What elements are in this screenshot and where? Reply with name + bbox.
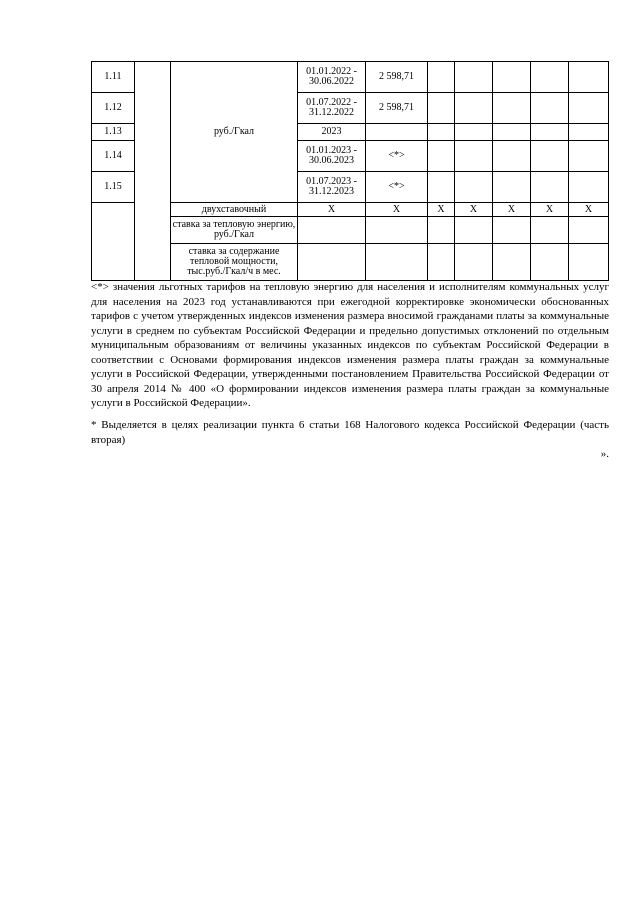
heat-rate-label: ставка за тепловую энергию, руб./Гкал: [171, 217, 298, 244]
tariff-table: [91, 61, 609, 281]
period-cell: 01.01.2022 - 30.06.2022: [298, 62, 366, 93]
x-mark: X: [298, 203, 366, 217]
row-number: 1.11: [92, 62, 135, 93]
year-cell: 2023: [298, 124, 366, 141]
x-mark: X: [455, 203, 493, 217]
x-mark: X: [366, 203, 428, 217]
value-cell: <*>: [366, 141, 428, 172]
two-part-label: двухставочный: [171, 203, 298, 217]
unit-cell: руб./Гкал: [171, 62, 298, 203]
value-cell: 2 598,71: [366, 93, 428, 124]
table-row: [92, 62, 609, 93]
value-cell: 2 598,71: [366, 62, 428, 93]
x-mark: X: [493, 203, 531, 217]
x-mark: X: [531, 203, 569, 217]
row-number: [92, 203, 135, 281]
period-cell: 01.07.2022 - 31.12.2022: [298, 93, 366, 124]
x-mark: X: [569, 203, 609, 217]
period-cell: 01.01.2023 - 30.06.2023: [298, 141, 366, 172]
x-mark: X: [428, 203, 455, 217]
blank-column-cell: [135, 62, 171, 281]
asterisk-footnote: <*> значения льготных тарифов на тепловую энергию для населения и исполнителям коммунальных услуг для населения на 2023 год устанавливаются при ежегодной корректировке экономически обоснованных тарифов с учетом утвержденных индексов изменения размера вносимой гражданами платы за коммунальные услуги в среднем по субъектам Российской Федерации и предельно допустимых отклонений по отдельным муниципальным образованиям от величины указанных индексов по субъектам Российской Федерации в соответствии с Основами формирования индексов изменения размера платы граждан за коммунальные услуги в Российской Федерации, утвержденными постановлением Правительства Российской Федерации от 30 апреля 2014 № 400 «О формировании индексов изменения размера платы граждан за коммунальные услуги в Российской Федерации».: [91, 281, 609, 409]
capacity-rate-label: ставка за содержание тепловой мощности, тыс.руб./Гкал/ч в мес.: [171, 244, 298, 281]
row-number: 1.13: [92, 124, 135, 141]
value-cell: <*>: [366, 172, 428, 203]
period-cell: 01.07.2023 - 31.12.2023: [298, 172, 366, 203]
row-number: 1.15: [92, 172, 135, 203]
closing-quote: ».: [600, 448, 609, 460]
row-number: 1.14: [92, 141, 135, 172]
tax-footnote: * Выделяется в целях реализации пункта 6 статьи 168 Налогового кодекса Российской Федерации (часть вторая): [91, 419, 609, 446]
row-number: 1.12: [92, 93, 135, 124]
